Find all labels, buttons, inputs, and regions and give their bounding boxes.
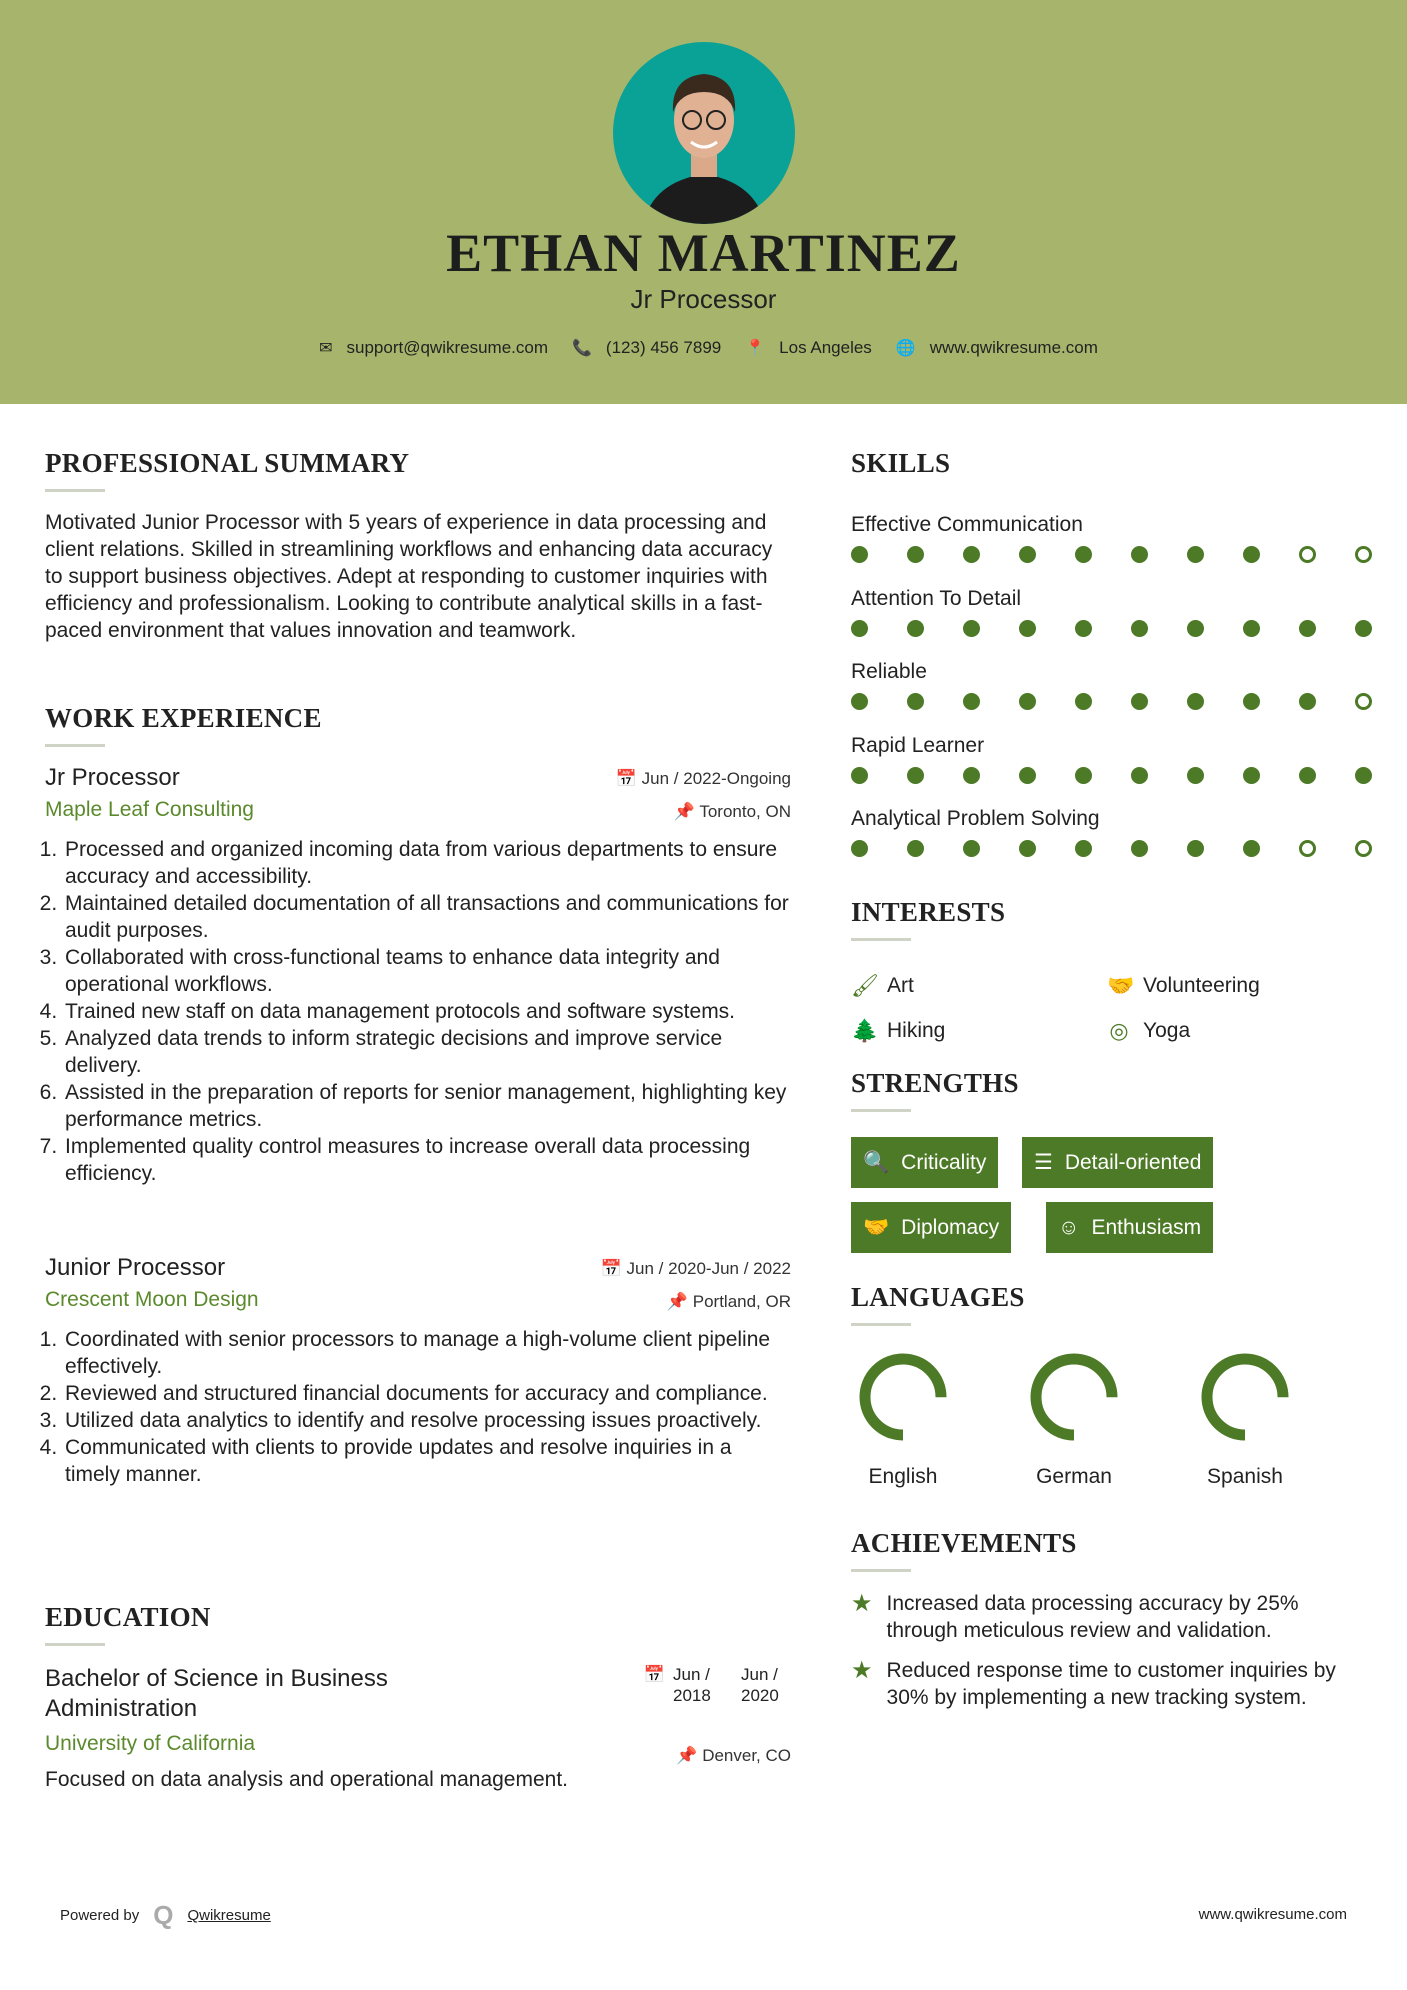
location-text: Toronto, ON — [699, 802, 791, 821]
strength-label: Criticality — [901, 1150, 987, 1174]
lifering-icon: ◎ — [1109, 1018, 1129, 1043]
rating-dot-filled — [1187, 693, 1204, 710]
achievement-text: Reduced response time to customer inquiries by 30% by implementing a new tracking system. — [886, 1659, 1336, 1709]
job-location — [674, 802, 791, 822]
list-item: 4. Trained new staff on data management protocols and software systems. — [63, 998, 791, 1025]
heading-underline — [851, 1323, 911, 1326]
section-heading: SKILLS — [851, 448, 951, 478]
interests-section — [851, 897, 1371, 1047]
rating-dot-filled — [963, 840, 980, 857]
candidate-title: Jr Processor — [630, 284, 777, 314]
rating-dot-filled — [1075, 767, 1092, 784]
list-item: 7. Implemented quality control measures to increase overall data processing efficiency. — [63, 1133, 791, 1187]
rating-dot-filled — [1187, 840, 1204, 857]
location-text: Denver, CO — [702, 1746, 791, 1765]
phone-text: (123) 456 7899 — [605, 338, 722, 357]
rating-dot-filled — [907, 840, 924, 857]
rating-dot-empty — [1355, 693, 1372, 710]
phone-icon: 📞 — [572, 340, 592, 357]
rating-dot-filled — [1243, 693, 1260, 710]
list-item: 3. Utilized data analytics to identify and resolve processing issues proactively. — [63, 1407, 791, 1434]
list-item: 1. Coordinated with senior processors to manage a high-volume client pipeline effectively. — [63, 1326, 791, 1380]
skill-rating — [851, 620, 1372, 637]
rating-dot-filled — [1243, 840, 1260, 857]
rating-dot-filled — [963, 693, 980, 710]
language-item — [833, 1351, 973, 1489]
skill-rating — [851, 840, 1372, 857]
paintbrush-icon: 🖌 — [851, 973, 879, 998]
heading-underline — [851, 1569, 911, 1572]
pushpin-icon: 📌 — [676, 1746, 698, 1765]
section-heading: ACHIEVEMENTS — [851, 1528, 1077, 1558]
language-name: Spanish — [1207, 1465, 1283, 1488]
section-heading: EDUCATION — [45, 1602, 211, 1632]
rating-dot-filled — [1187, 546, 1204, 563]
rating-dot-filled — [963, 767, 980, 784]
skill-name: Rapid Learner — [851, 733, 985, 757]
company-name: Maple Leaf Consulting — [45, 798, 254, 821]
list-item: 4. Communicated with clients to provide updates and resolve inquiries in a timely manner. — [63, 1434, 791, 1488]
calendar-icon: 📅 — [600, 1259, 627, 1278]
profile-photo — [613, 42, 795, 224]
interest-item — [1107, 1018, 1190, 1044]
rating-dot-filled — [1019, 546, 1036, 563]
rating-dot-empty — [1299, 546, 1316, 563]
strength-label: Diplomacy — [901, 1215, 1000, 1239]
responsibility-list — [45, 836, 791, 1187]
rating-dot-filled — [1243, 620, 1260, 637]
rating-dot-filled — [1075, 546, 1092, 563]
list-item: 6. Assisted in the preparation of reports for senior management, highlighting key performance metrics. — [63, 1079, 791, 1133]
job-dates — [616, 769, 791, 789]
job-dates — [601, 1259, 791, 1279]
education-description: Focused on data analysis and operational management. — [45, 1768, 569, 1791]
rating-dot-filled — [1131, 840, 1148, 857]
rating-dot-filled — [851, 620, 868, 637]
trophy-star-icon: ★ — [851, 1657, 873, 1684]
job-entry — [45, 1254, 791, 1488]
rating-dot-filled — [851, 840, 868, 857]
rating-dot-filled — [1019, 693, 1036, 710]
language-arc — [1207, 1359, 1283, 1435]
qwikresume-logo-icon: Q — [153, 1900, 174, 1930]
rating-dot-filled — [1299, 620, 1316, 637]
skill-name: Reliable — [851, 660, 927, 684]
date-text: Jun / 2022-Ongoing — [641, 769, 791, 788]
end-date: Jun / 2020 — [741, 1665, 779, 1705]
summary-text: Motivated Junior Processor with 5 years of experience in data processing and client relations. Skilled in streamlining workflows and enhancing data accuracy to support business objectives. Adept at responding to customer inquiries with efficiency and professionalism. Looking to contribute analytical skills in a fast-paced environment that values innovation and teamwork. — [45, 511, 773, 642]
rating-dot-filled — [907, 767, 924, 784]
candidate-name: ETHAN MARTINEZ — [446, 223, 961, 283]
interest-item — [851, 973, 914, 999]
map-pin-icon: 📍 — [745, 340, 766, 357]
job-location — [667, 1292, 791, 1312]
section-heading: INTERESTS — [851, 897, 1006, 927]
achievement-item — [851, 1657, 1361, 1711]
handshake-icon: 🤝 — [1107, 973, 1135, 998]
section-heading: PROFESSIONAL SUMMARY — [45, 448, 410, 478]
list-item: 2. Maintained detailed documentation of all transactions and communications for audit purposes. — [63, 890, 791, 944]
list-item: 1. Processed and organized incoming data from various departments to ensure accuracy and accessibility. — [63, 836, 791, 890]
interest-item — [851, 1018, 945, 1044]
heading-underline — [45, 489, 105, 492]
search-icon: 🔍 — [863, 1150, 890, 1174]
list-icon: ☰ — [1034, 1151, 1053, 1174]
rating-dot-filled — [1075, 620, 1092, 637]
tree-icon: 🌲 — [851, 1018, 879, 1043]
achievement-text: Increased data processing accuracy by 25% through meticulous review and validation. — [886, 1592, 1299, 1642]
brand-link[interactable]: Qwikresume — [187, 1907, 271, 1924]
rating-dot-filled — [1187, 767, 1204, 784]
rating-dot-filled — [851, 767, 868, 784]
strength-tag — [1046, 1202, 1213, 1253]
rating-dot-filled — [1299, 767, 1316, 784]
rating-dot-filled — [1075, 693, 1092, 710]
strength-tag — [1022, 1137, 1213, 1188]
education-dates — [644, 1664, 791, 1706]
location-text: Portland, OR — [692, 1292, 791, 1311]
website-link[interactable]: www.qwikresume.com — [929, 338, 1098, 357]
job-title: Junior Processor — [45, 1254, 226, 1281]
section-heading: STRENGTHS — [851, 1068, 1019, 1098]
rating-dot-filled — [851, 693, 868, 710]
heading-underline — [851, 938, 911, 941]
experience-section — [45, 703, 791, 747]
rating-dot-filled — [907, 693, 924, 710]
location-text: Los Angeles — [779, 338, 872, 357]
strengths-section — [851, 1068, 1371, 1268]
language-proficiency-ring — [1028, 1351, 1120, 1443]
rating-dot-filled — [1243, 546, 1260, 563]
heading-underline — [45, 1643, 105, 1646]
calendar-icon: 📅 — [643, 1665, 665, 1684]
skill-rating — [851, 693, 1372, 710]
handshake-icon: 🤝 — [863, 1215, 890, 1239]
list-item: 2. Reviewed and structured financial documents for accuracy and compliance. — [63, 1380, 791, 1407]
language-proficiency-ring — [857, 1351, 949, 1443]
rating-dot-filled — [1019, 840, 1036, 857]
rating-dot-filled — [963, 546, 980, 563]
list-item: 5. Analyzed data trends to inform strategic decisions and improve service delivery. — [63, 1025, 791, 1079]
degree-title: Bachelor of Science in Business Administration — [45, 1665, 388, 1722]
powered-by-text: Powered by — [60, 1907, 140, 1924]
achievements-section — [851, 1528, 1371, 1748]
language-name: German — [1036, 1465, 1112, 1488]
rating-dot-filled — [907, 546, 924, 563]
section-heading: WORK EXPERIENCE — [45, 703, 322, 733]
rating-dot-empty — [1299, 840, 1316, 857]
interest-label: Hiking — [887, 1019, 946, 1042]
trophy-star-icon: ★ — [851, 1590, 873, 1617]
heading-underline — [851, 1109, 911, 1112]
interest-item — [1107, 973, 1260, 999]
skill-name: Effective Communication — [851, 513, 1083, 536]
rating-dot-empty — [1355, 546, 1372, 563]
section-heading: LANGUAGES — [851, 1282, 1025, 1312]
rating-dot-filled — [1131, 620, 1148, 637]
responsibility-list — [45, 1326, 791, 1488]
education-location — [676, 1746, 791, 1766]
smile-icon: ☺ — [1058, 1215, 1080, 1239]
job-title: Jr Processor — [45, 764, 180, 791]
rating-dot-empty — [1355, 840, 1372, 857]
language-item — [1004, 1351, 1144, 1489]
contact-bar — [0, 338, 1407, 358]
globe-icon: 🌐 — [895, 340, 916, 357]
skill-name: Analytical Problem Solving — [851, 807, 1100, 831]
rating-dot-filled — [1131, 546, 1148, 563]
resume-header — [0, 0, 1407, 404]
language-name: English — [868, 1465, 938, 1488]
rating-dot-filled — [1131, 767, 1148, 784]
skill-rating — [851, 546, 1372, 563]
language-item — [1175, 1351, 1315, 1489]
rating-dot-filled — [1019, 620, 1036, 637]
footer-powered — [60, 1900, 271, 1931]
achievement-item — [851, 1590, 1361, 1644]
rating-dot-filled — [1243, 767, 1260, 784]
rating-dot-filled — [1075, 840, 1092, 857]
list-item: 3. Collaborated with cross-functional teams to enhance data integrity and operational workflows. — [63, 944, 791, 998]
skill-name: Attention To Detail — [851, 586, 1022, 610]
rating-dot-filled — [963, 620, 980, 637]
job-entry — [45, 764, 791, 1187]
rating-dot-filled — [1355, 620, 1372, 637]
rating-dot-filled — [1131, 693, 1148, 710]
company-name: Crescent Moon Design — [45, 1288, 259, 1311]
languages-section — [851, 1282, 1371, 1502]
language-arc — [865, 1359, 941, 1435]
language-proficiency-ring — [1199, 1351, 1291, 1443]
rating-dot-filled — [851, 546, 868, 563]
skills-section — [851, 448, 1371, 868]
interest-label: Volunteering — [1143, 974, 1260, 997]
skill-rating — [851, 767, 1372, 784]
interest-label: Art — [887, 974, 914, 997]
envelope-icon: ✉ — [319, 340, 333, 357]
summary-section — [45, 448, 791, 644]
date-text: Jun / 2020-Jun / 2022 — [626, 1259, 791, 1278]
rating-dot-filled — [1019, 767, 1036, 784]
email-link[interactable]: support@qwikresume.com — [346, 338, 548, 357]
strength-label: Enthusiasm — [1091, 1215, 1202, 1239]
start-date: Jun / 2018 — [673, 1665, 711, 1705]
rating-dot-filled — [907, 620, 924, 637]
strength-label: Detail-oriented — [1064, 1150, 1202, 1174]
strength-tag — [851, 1202, 1011, 1253]
rating-dot-filled — [1355, 767, 1372, 784]
education-section — [45, 1602, 791, 1814]
rating-dot-filled — [1187, 620, 1204, 637]
calendar-icon: 📅 — [615, 769, 642, 788]
footer-website[interactable]: www.qwikresume.com — [1198, 1906, 1347, 1923]
interest-label: Yoga — [1143, 1019, 1191, 1042]
strength-tag — [851, 1137, 998, 1188]
school-name: University of California — [45, 1732, 256, 1755]
pushpin-icon: 📌 — [673, 802, 700, 821]
pushpin-icon: 📌 — [666, 1292, 693, 1311]
language-arc — [1036, 1359, 1112, 1435]
rating-dot-filled — [1299, 693, 1316, 710]
heading-underline — [45, 744, 105, 747]
